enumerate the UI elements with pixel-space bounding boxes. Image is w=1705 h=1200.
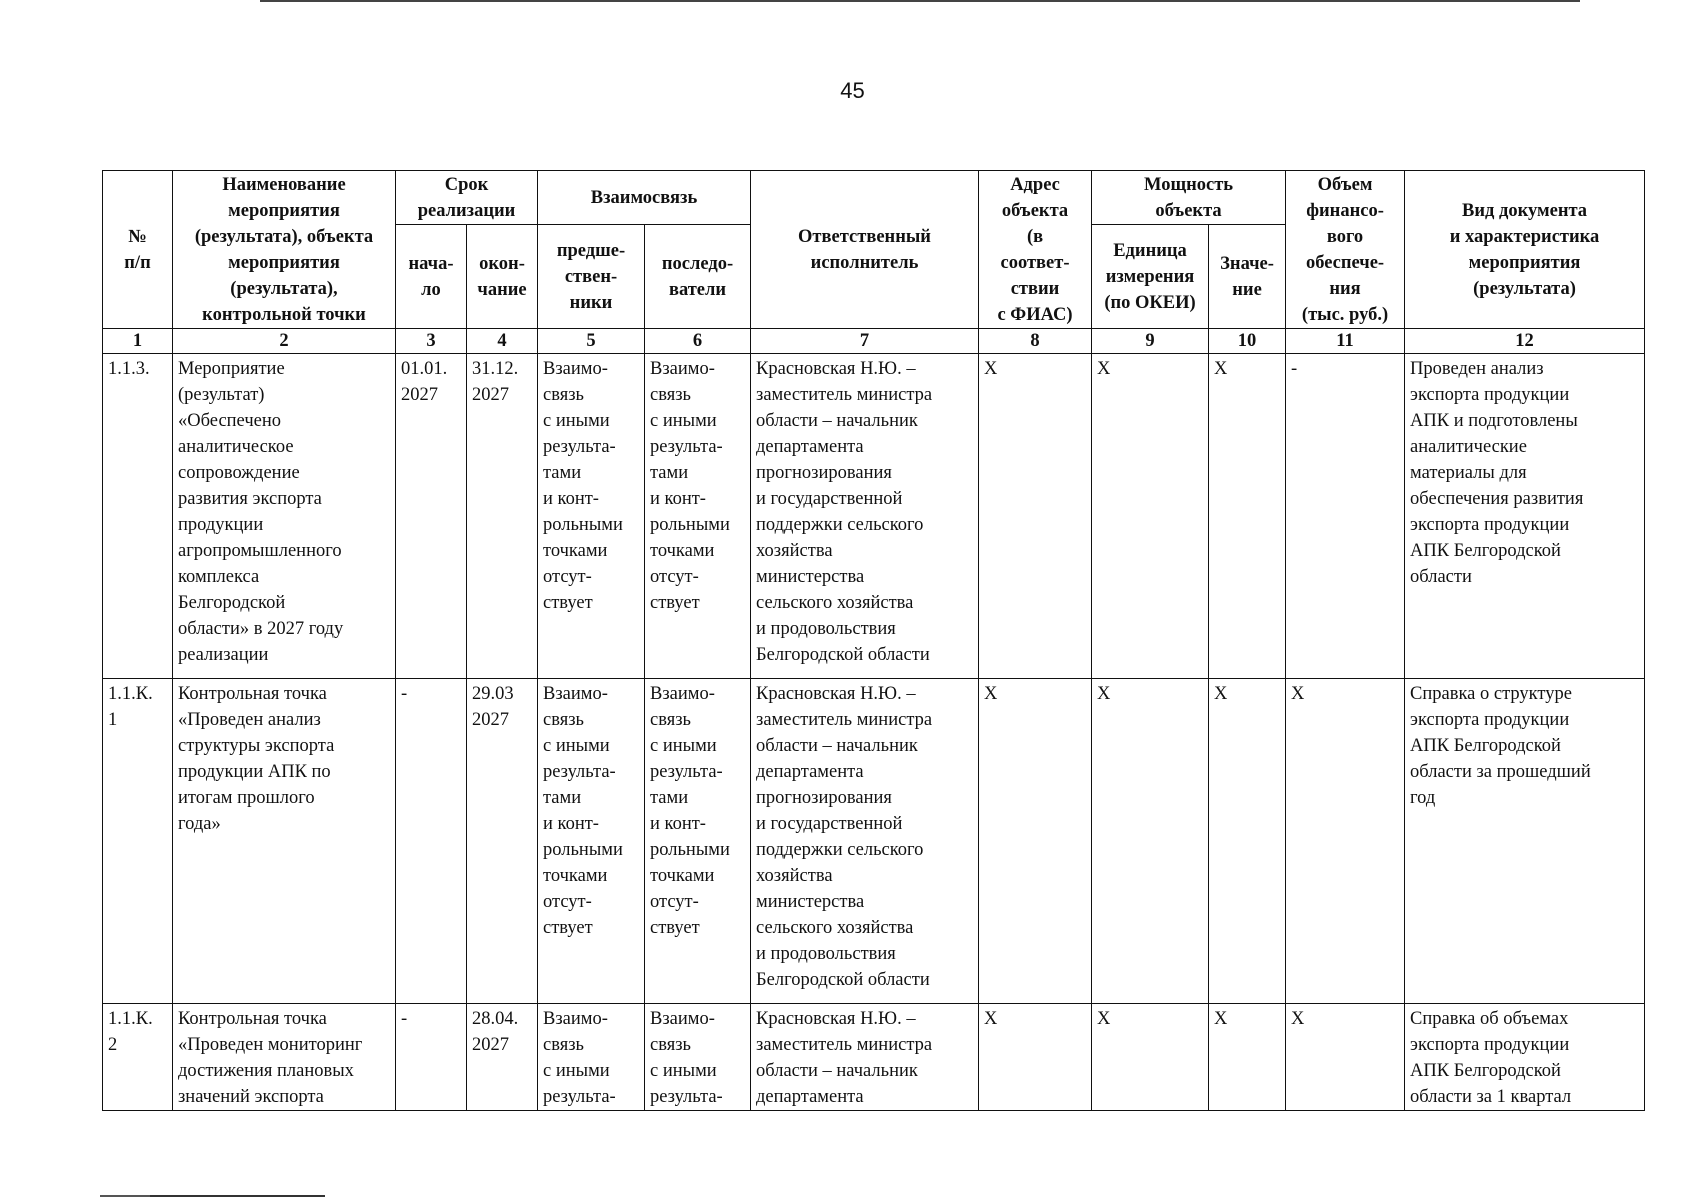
row-name: Контрольная точка «Проведен анализ структуры экспорта продукции АПК по итогам прошлого года» [173,679,396,1004]
column-number: 9 [1092,329,1209,354]
column-number: 8 [979,329,1092,354]
header-name: Наименование мероприятия (результата), объекта мероприятия (результата), контрольной точки [173,171,396,329]
row-start: - [396,1004,467,1111]
column-number: 6 [645,329,751,354]
row-finance: - [1286,354,1405,679]
header-period: Срок реализации [396,171,538,225]
row-value: X [1209,1004,1286,1111]
row-predecessors: Взаимо- связь с иными результа- [538,1004,645,1111]
header-successors: последо- ватели [645,225,751,329]
row-document: Справка об объемах экспорта продукции АПК Белгородской области за 1 квартал [1405,1004,1645,1111]
header-row [103,171,1645,225]
implementation-plan-table [102,170,1645,1111]
column-number: 7 [751,329,979,354]
row-successors: Взаимо- связь с иными результа- тами и конт- рольными точками отсут- ствует [645,679,751,1004]
column-number: 1 [103,329,173,354]
column-number-row [103,329,1645,354]
header-start: нача- ло [396,225,467,329]
header-capacity: Мощность объекта [1092,171,1286,225]
row-unit: X [1092,1004,1209,1111]
scan-edge-top [260,0,1580,2]
row-responsible: Красновская Н.Ю. – заместитель министра области – начальник департамента прогнозирования и государственной поддержки сельского хозяйства министерства сельского хозяйства и продовольствия Белгородской области [751,354,979,679]
row-start: - [396,679,467,1004]
header-no: № п/п [103,171,173,329]
row-predecessors: Взаимо- связь с иными результа- тами и конт- рольными точками отсут- ствует [538,354,645,679]
row-end: 29.03 2027 [467,679,538,1004]
column-number: 10 [1209,329,1286,354]
row-document: Проведен анализ экспорта продукции АПК и подготовлены аналитические материалы для обеспечения развития экспорта продукции АПК Белгородской области [1405,354,1645,679]
row-name: Контрольная точка «Проведен мониторинг достижения плановых значений экспорта [173,1004,396,1111]
row-value: X [1209,354,1286,679]
column-number: 2 [173,329,396,354]
column-number: 11 [1286,329,1405,354]
header-value: Значе- ние [1209,225,1286,329]
row-number: 1.1.К. 1 [103,679,173,1004]
header-address: Адрес объекта (в соответ- ствии с ФИАС) [979,171,1092,329]
header-document: Вид документа и характеристика мероприятия (результата) [1405,171,1645,329]
header-end: окон- чание [467,225,538,329]
row-start: 01.01. 2027 [396,354,467,679]
row-unit: X [1092,679,1209,1004]
row-value: X [1209,679,1286,1004]
header-predecessors: предше- ствен- ники [538,225,645,329]
row-number: 1.1.3. [103,354,173,679]
row-responsible: Красновская Н.Ю. – заместитель министра области – начальник департамента [751,1004,979,1111]
header-responsible: Ответственный исполнитель [751,171,979,329]
row-end: 31.12. 2027 [467,354,538,679]
header-finance: Объем финансо- вого обеспече- ния (тыс. руб.) [1286,171,1405,329]
table-row [103,354,1645,679]
table-row [103,1004,1645,1111]
row-address: X [979,679,1092,1004]
row-successors: Взаимо- связь с иными результа- тами и конт- рольными точками отсут- ствует [645,354,751,679]
column-number: 5 [538,329,645,354]
row-number: 1.1.К. 2 [103,1004,173,1111]
row-finance: X [1286,1004,1405,1111]
table-row [103,679,1645,1004]
row-end: 28.04. 2027 [467,1004,538,1111]
row-successors: Взаимо- связь с иными результа- [645,1004,751,1111]
scan-edge-bottom [150,1195,325,1197]
row-unit: X [1092,354,1209,679]
row-responsible: Красновская Н.Ю. – заместитель министра области – начальник департамента прогнозирования и государственной поддержки сельского хозяйства министерства сельского хозяйства и продовольствия Белгородской области [751,679,979,1004]
header-unit: Единица измерения (по ОКЕИ) [1092,225,1209,329]
row-predecessors: Взаимо- связь с иными результа- тами и конт- рольными точками отсут- ствует [538,679,645,1004]
page-number: 45 [840,78,865,103]
row-address: X [979,1004,1092,1111]
row-finance: X [1286,679,1405,1004]
column-number: 3 [396,329,467,354]
row-name: Мероприятие (результат) «Обеспечено аналитическое сопровождение развития экспорта продукции агропромышленного комплекса Белгородской области» в 2027 году реализации [173,354,396,679]
row-address: X [979,354,1092,679]
column-number: 12 [1405,329,1645,354]
column-number: 4 [467,329,538,354]
header-relation: Взаимосвязь [538,171,751,225]
row-document: Справка о структуре экспорта продукции АПК Белгородской области за прошедший год [1405,679,1645,1004]
